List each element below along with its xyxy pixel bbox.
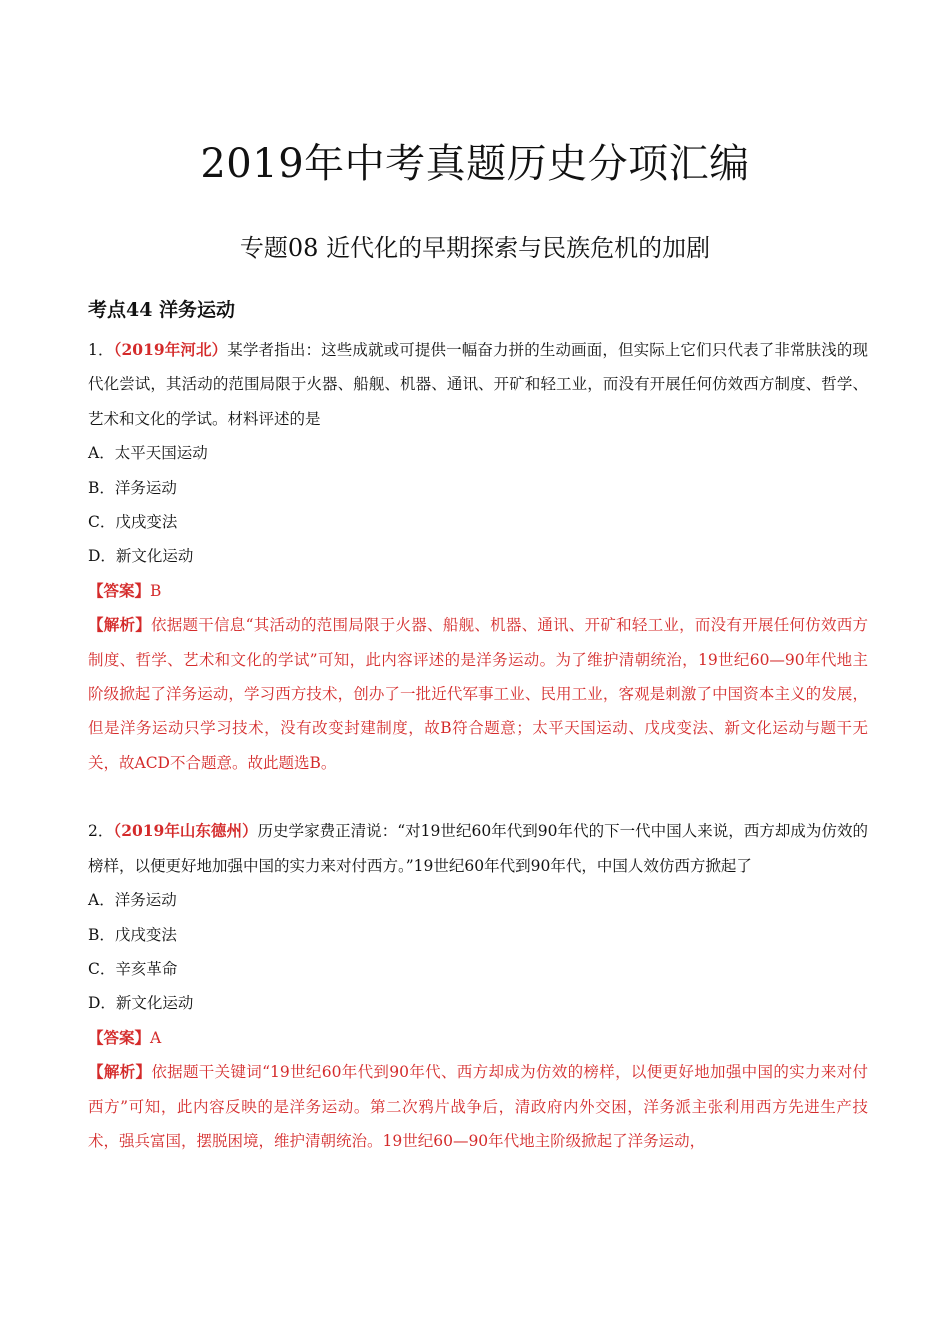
question-2-text: 历史学家费正清说：“对19世纪60年代到90年代的下一代中国人来说，西方却成为仿效的榜样，以便更好地加强中国的实力来对付西方。”19世纪60年代到90年代，中国人效仿西方掀起了 xyxy=(88,822,868,875)
question-2-number: 2． xyxy=(88,822,114,841)
question-2-answer xyxy=(88,1021,868,1055)
question-1-text: 某学者指出：这些成就或可提供一幅奋力拼的生动画面，但实际上它们只代表了非常肤浅的现代化尝试，其活动的范围局限于火器、船舰、机器、通讯、开矿和轻工业，而没有开展任何仿效西方制度、哲学、艺术和文化的学试。材料评述的是 xyxy=(88,341,868,428)
document-subtitle: 专题08 近代化的早期探索与民族危机的加剧 xyxy=(239,234,711,262)
answer-value: B xyxy=(150,581,162,600)
question-1-number: 1． xyxy=(88,341,114,359)
question-2-option-a: A．洋务运动 xyxy=(88,891,177,910)
question-2-option-d: D．新文化运动 xyxy=(88,994,194,1013)
question-2-source: （2019年山东德州） xyxy=(113,821,258,841)
question-1-answer xyxy=(88,574,868,608)
section-heading: 考点44 洋务运动 xyxy=(88,299,236,321)
answer-label: 【答案】 xyxy=(88,1027,151,1047)
question-2-option-b: B．戊戌变法 xyxy=(88,925,177,944)
spacer xyxy=(88,780,868,814)
analysis-label: 【解析】 xyxy=(88,615,152,635)
answer-value: A xyxy=(150,1028,162,1047)
question-2-option-c: C．辛亥革命 xyxy=(88,959,178,978)
question-2-analysis xyxy=(88,1055,868,1158)
document-title: 2019年中考真题历史分项汇编 xyxy=(200,141,750,187)
analysis-text: 依据题干关键词“19世纪60年代到90年代、西方却成为仿效的榜样，以便更好地加强中国的实力来对付西方”可知，此内容反映的是洋务运动。第二次鸦片战争后，清政府内外交困，洋务派主张利用西方先进生产技术，强兵富国，摆脱困境，维护清朝统治。19世纪60—90年代地主阶级掀起了洋务运动， xyxy=(88,1063,868,1150)
question-1-option-c: C．戊戌变法 xyxy=(88,513,178,532)
question-2-stem xyxy=(88,814,868,883)
question-1-source: （2019年河北） xyxy=(113,340,228,359)
answer-label: 【答案】 xyxy=(88,580,151,600)
question-1-analysis xyxy=(88,608,868,780)
question-1-option-b: B．洋务运动 xyxy=(88,478,177,497)
question-1-option-a: A．太平天国运动 xyxy=(88,444,208,463)
question-1-option-d: D．新文化运动 xyxy=(88,547,194,566)
question-content xyxy=(88,333,868,1158)
analysis-label: 【解析】 xyxy=(88,1062,152,1082)
question-1-stem xyxy=(88,333,868,436)
analysis-text: 依据题干信息“其活动的范围局限于火器、船舰、机器、通讯、开矿和轻工业，而没有开展任何仿效西方制度、哲学、艺术和文化的学试”可知，此内容评述的是洋务运动。为了维护清朝统治，19世纪60—90年代地主阶级掀起了洋务运动，学习西方技术，创办了一批近代军事工业、民用工业，客观是刺激了中国资本主义的发展，但是洋务运动只学习技术，没有改变封建制度，故B符合题意；太平天国运动、戊戌变法、新文化运动与题干无关，故ACD不合题意。故此题选B。 xyxy=(88,616,868,772)
